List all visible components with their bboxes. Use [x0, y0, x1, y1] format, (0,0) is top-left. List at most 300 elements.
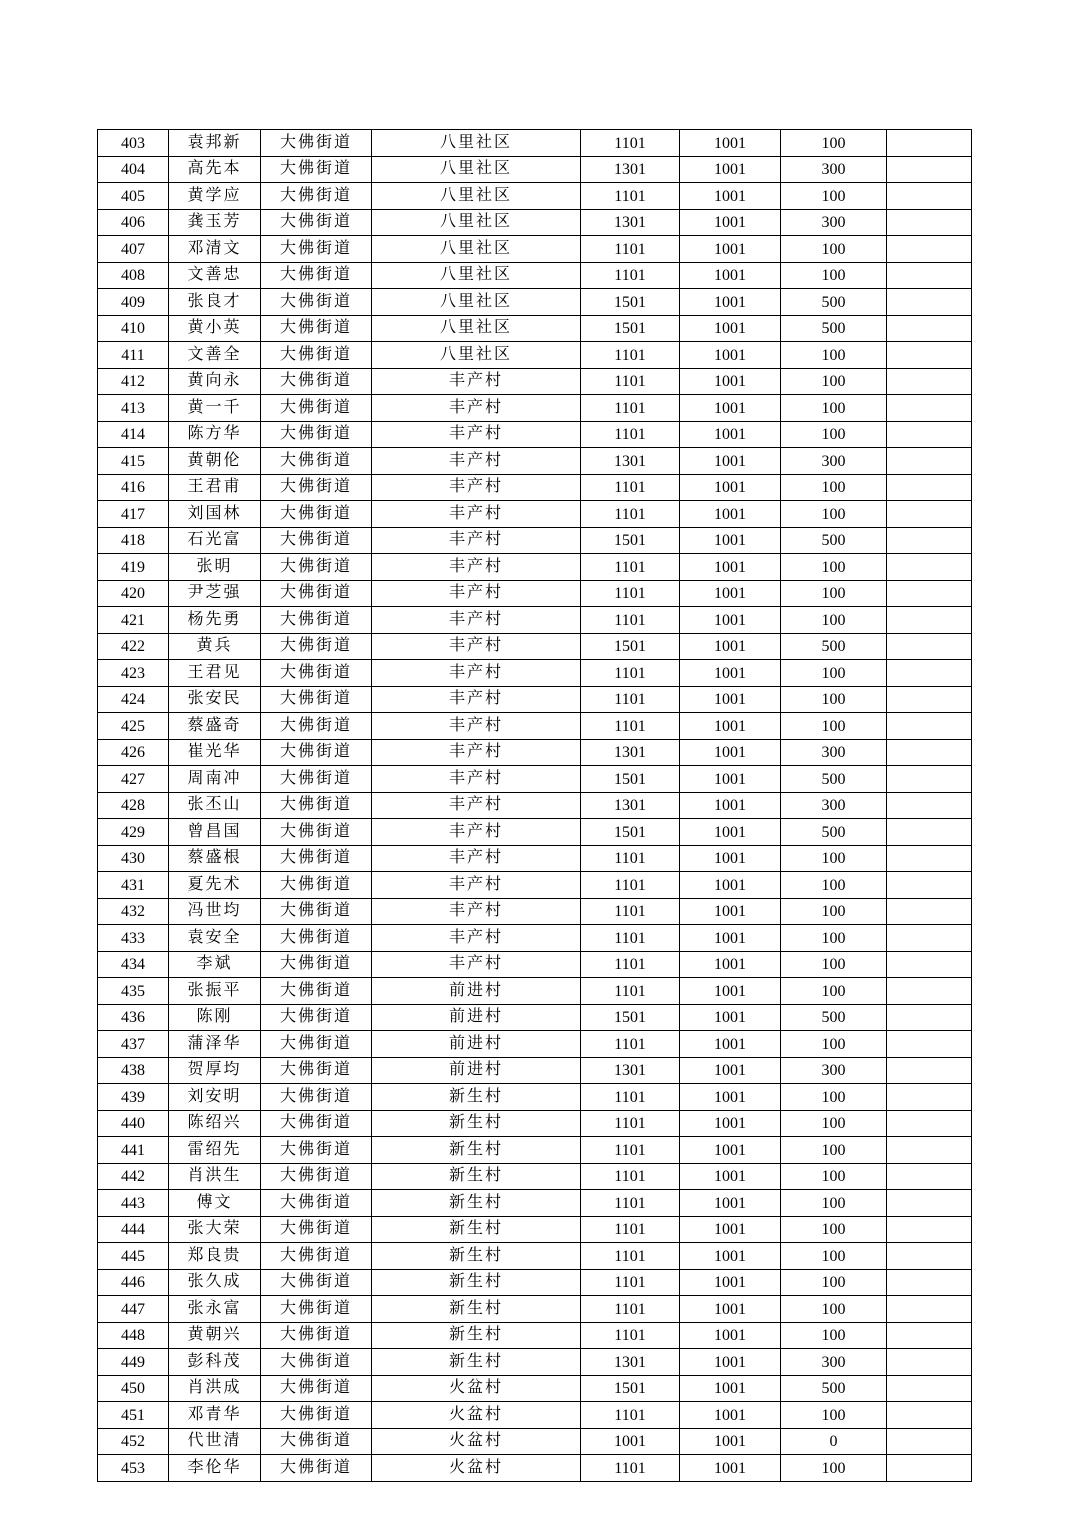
- remark-cell: [887, 183, 972, 210]
- name-cell: 邓清文: [169, 236, 261, 263]
- remark-cell: [887, 501, 972, 528]
- community-cell: 丰产村: [372, 792, 581, 819]
- table-row: [98, 1269, 972, 1296]
- row-number-cell: 436: [98, 1004, 169, 1031]
- code-b-cell: 1001: [680, 474, 781, 501]
- community-cell: 新生村: [372, 1084, 581, 1111]
- remark-cell: [887, 713, 972, 740]
- community-cell: 前进村: [372, 1031, 581, 1058]
- street-cell: 大佛街道: [261, 766, 372, 793]
- amount-cell: 500: [781, 527, 887, 554]
- amount-cell: 100: [781, 262, 887, 289]
- name-cell: 李斌: [169, 951, 261, 978]
- row-number-cell: 410: [98, 315, 169, 342]
- remark-cell: [887, 395, 972, 422]
- amount-cell: 500: [781, 289, 887, 316]
- table-row: [98, 1375, 972, 1402]
- code-a-cell: 1501: [581, 819, 680, 846]
- street-cell: 大佛街道: [261, 739, 372, 766]
- row-number-cell: 406: [98, 209, 169, 236]
- name-cell: 邓青华: [169, 1402, 261, 1429]
- street-cell: 大佛街道: [261, 156, 372, 183]
- street-cell: 大佛街道: [261, 713, 372, 740]
- street-cell: 大佛街道: [261, 1031, 372, 1058]
- table-row: [98, 501, 972, 528]
- row-number-cell: 438: [98, 1057, 169, 1084]
- code-b-cell: 1001: [680, 766, 781, 793]
- name-cell: 代世清: [169, 1428, 261, 1455]
- code-a-cell: 1101: [581, 236, 680, 263]
- table-row: [98, 183, 972, 210]
- name-cell: 蔡盛根: [169, 845, 261, 872]
- community-cell: 丰产村: [372, 845, 581, 872]
- name-cell: 张丕山: [169, 792, 261, 819]
- code-a-cell: 1101: [581, 925, 680, 952]
- name-cell: 刘国林: [169, 501, 261, 528]
- code-a-cell: 1301: [581, 448, 680, 475]
- code-a-cell: 1101: [581, 421, 680, 448]
- remark-cell: [887, 792, 972, 819]
- community-cell: 丰产村: [372, 554, 581, 581]
- street-cell: 大佛街道: [261, 1296, 372, 1323]
- code-b-cell: 1001: [680, 898, 781, 925]
- amount-cell: 100: [781, 580, 887, 607]
- table-row: [98, 1084, 972, 1111]
- remark-cell: [887, 872, 972, 899]
- table-row: [98, 474, 972, 501]
- table-row: [98, 739, 972, 766]
- street-cell: 大佛街道: [261, 527, 372, 554]
- name-cell: 肖洪成: [169, 1375, 261, 1402]
- community-cell: 丰产村: [372, 686, 581, 713]
- community-cell: 八里社区: [372, 262, 581, 289]
- street-cell: 大佛街道: [261, 1137, 372, 1164]
- code-a-cell: 1101: [581, 1322, 680, 1349]
- code-a-cell: 1101: [581, 872, 680, 899]
- code-a-cell: 1101: [581, 395, 680, 422]
- code-b-cell: 1001: [680, 792, 781, 819]
- table-row: [98, 633, 972, 660]
- community-cell: 丰产村: [372, 739, 581, 766]
- code-b-cell: 1001: [680, 978, 781, 1005]
- community-cell: 新生村: [372, 1349, 581, 1376]
- row-number-cell: 445: [98, 1243, 169, 1270]
- street-cell: 大佛街道: [261, 501, 372, 528]
- table-row: [98, 289, 972, 316]
- row-number-cell: 414: [98, 421, 169, 448]
- name-cell: 龚玉芳: [169, 209, 261, 236]
- remark-cell: [887, 1375, 972, 1402]
- street-cell: 大佛街道: [261, 395, 372, 422]
- code-a-cell: 1101: [581, 660, 680, 687]
- code-a-cell: 1101: [581, 1031, 680, 1058]
- amount-cell: 0: [781, 1428, 887, 1455]
- code-a-cell: 1501: [581, 289, 680, 316]
- code-b-cell: 1001: [680, 1322, 781, 1349]
- remark-cell: [887, 527, 972, 554]
- street-cell: 大佛街道: [261, 660, 372, 687]
- street-cell: 大佛街道: [261, 209, 372, 236]
- amount-cell: 500: [781, 819, 887, 846]
- street-cell: 大佛街道: [261, 925, 372, 952]
- community-cell: 丰产村: [372, 474, 581, 501]
- table-row: [98, 792, 972, 819]
- community-cell: 火盆村: [372, 1428, 581, 1455]
- code-b-cell: 1001: [680, 315, 781, 342]
- name-cell: 张久成: [169, 1269, 261, 1296]
- table-row: [98, 660, 972, 687]
- row-number-cell: 430: [98, 845, 169, 872]
- code-b-cell: 1001: [680, 607, 781, 634]
- code-a-cell: 1101: [581, 1269, 680, 1296]
- name-cell: 傅文: [169, 1190, 261, 1217]
- code-b-cell: 1001: [680, 580, 781, 607]
- row-number-cell: 434: [98, 951, 169, 978]
- remark-cell: [887, 925, 972, 952]
- amount-cell: 500: [781, 315, 887, 342]
- table-row: [98, 713, 972, 740]
- name-cell: 袁邦新: [169, 130, 261, 157]
- amount-cell: 100: [781, 554, 887, 581]
- code-a-cell: 1301: [581, 1057, 680, 1084]
- table-row: [98, 898, 972, 925]
- community-cell: 火盆村: [372, 1375, 581, 1402]
- row-number-cell: 453: [98, 1455, 169, 1482]
- row-number-cell: 413: [98, 395, 169, 422]
- code-b-cell: 1001: [680, 1216, 781, 1243]
- row-number-cell: 446: [98, 1269, 169, 1296]
- table-row: [98, 1216, 972, 1243]
- community-cell: 新生村: [372, 1296, 581, 1323]
- street-cell: 大佛街道: [261, 1190, 372, 1217]
- row-number-cell: 439: [98, 1084, 169, 1111]
- name-cell: 彭科茂: [169, 1349, 261, 1376]
- street-cell: 大佛街道: [261, 633, 372, 660]
- name-cell: 肖洪生: [169, 1163, 261, 1190]
- row-number-cell: 433: [98, 925, 169, 952]
- remark-cell: [887, 1428, 972, 1455]
- table-row: [98, 1296, 972, 1323]
- code-b-cell: 1001: [680, 421, 781, 448]
- name-cell: 黄朝兴: [169, 1322, 261, 1349]
- community-cell: 丰产村: [372, 766, 581, 793]
- amount-cell: 100: [781, 1322, 887, 1349]
- community-cell: 丰产村: [372, 368, 581, 395]
- code-a-cell: 1101: [581, 607, 680, 634]
- table-row: [98, 236, 972, 263]
- remark-cell: [887, 633, 972, 660]
- street-cell: 大佛街道: [261, 607, 372, 634]
- name-cell: 黄向永: [169, 368, 261, 395]
- street-cell: 大佛街道: [261, 130, 372, 157]
- row-number-cell: 418: [98, 527, 169, 554]
- community-cell: 火盆村: [372, 1402, 581, 1429]
- street-cell: 大佛街道: [261, 686, 372, 713]
- code-a-cell: 1101: [581, 262, 680, 289]
- community-cell: 八里社区: [372, 130, 581, 157]
- street-cell: 大佛街道: [261, 978, 372, 1005]
- name-cell: 杨先勇: [169, 607, 261, 634]
- remark-cell: [887, 978, 972, 1005]
- remark-cell: [887, 898, 972, 925]
- amount-cell: 100: [781, 607, 887, 634]
- name-cell: 黄学应: [169, 183, 261, 210]
- name-cell: 郑良贵: [169, 1243, 261, 1270]
- street-cell: 大佛街道: [261, 554, 372, 581]
- row-number-cell: 423: [98, 660, 169, 687]
- code-a-cell: 1101: [581, 130, 680, 157]
- remark-cell: [887, 1031, 972, 1058]
- code-a-cell: 1101: [581, 898, 680, 925]
- remark-cell: [887, 421, 972, 448]
- code-a-cell: 1101: [581, 1402, 680, 1429]
- name-cell: 李伦华: [169, 1455, 261, 1482]
- community-cell: 新生村: [372, 1216, 581, 1243]
- table-row: [98, 395, 972, 422]
- community-cell: 新生村: [372, 1137, 581, 1164]
- table-row: [98, 209, 972, 236]
- community-cell: 新生村: [372, 1322, 581, 1349]
- code-a-cell: 1301: [581, 1349, 680, 1376]
- code-b-cell: 1001: [680, 342, 781, 369]
- amount-cell: 100: [781, 236, 887, 263]
- table-row: [98, 130, 972, 157]
- street-cell: 大佛街道: [261, 236, 372, 263]
- street-cell: 大佛街道: [261, 342, 372, 369]
- street-cell: 大佛街道: [261, 1163, 372, 1190]
- code-b-cell: 1001: [680, 395, 781, 422]
- row-number-cell: 408: [98, 262, 169, 289]
- code-a-cell: 1101: [581, 580, 680, 607]
- row-number-cell: 442: [98, 1163, 169, 1190]
- name-cell: 刘安明: [169, 1084, 261, 1111]
- remark-cell: [887, 156, 972, 183]
- street-cell: 大佛街道: [261, 262, 372, 289]
- name-cell: 陈绍兴: [169, 1110, 261, 1137]
- table-row: [98, 1163, 972, 1190]
- street-cell: 大佛街道: [261, 1402, 372, 1429]
- name-cell: 黄一千: [169, 395, 261, 422]
- name-cell: 黄兵: [169, 633, 261, 660]
- row-number-cell: 440: [98, 1110, 169, 1137]
- amount-cell: 100: [781, 1402, 887, 1429]
- row-number-cell: 425: [98, 713, 169, 740]
- row-number-cell: 432: [98, 898, 169, 925]
- community-cell: 丰产村: [372, 819, 581, 846]
- row-number-cell: 405: [98, 183, 169, 210]
- amount-cell: 100: [781, 342, 887, 369]
- row-number-cell: 415: [98, 448, 169, 475]
- table-row: [98, 1322, 972, 1349]
- name-cell: 文善全: [169, 342, 261, 369]
- table-body: [98, 130, 972, 1482]
- amount-cell: 300: [781, 739, 887, 766]
- amount-cell: 100: [781, 713, 887, 740]
- table-row: [98, 1031, 972, 1058]
- amount-cell: 100: [781, 978, 887, 1005]
- name-cell: 雷绍先: [169, 1137, 261, 1164]
- street-cell: 大佛街道: [261, 1269, 372, 1296]
- remark-cell: [887, 1163, 972, 1190]
- code-b-cell: 1001: [680, 1137, 781, 1164]
- table-row: [98, 1057, 972, 1084]
- code-b-cell: 1001: [680, 1269, 781, 1296]
- row-number-cell: 437: [98, 1031, 169, 1058]
- amount-cell: 300: [781, 1057, 887, 1084]
- street-cell: 大佛街道: [261, 183, 372, 210]
- remark-cell: [887, 1322, 972, 1349]
- remark-cell: [887, 686, 972, 713]
- name-cell: 张大荣: [169, 1216, 261, 1243]
- amount-cell: 100: [781, 183, 887, 210]
- code-a-cell: 1101: [581, 951, 680, 978]
- name-cell: 黄朝伦: [169, 448, 261, 475]
- code-b-cell: 1001: [680, 1057, 781, 1084]
- street-cell: 大佛街道: [261, 1084, 372, 1111]
- remark-cell: [887, 368, 972, 395]
- table-row: [98, 1190, 972, 1217]
- name-cell: 周南冲: [169, 766, 261, 793]
- code-b-cell: 1001: [680, 554, 781, 581]
- row-number-cell: 427: [98, 766, 169, 793]
- name-cell: 文善忠: [169, 262, 261, 289]
- row-number-cell: 424: [98, 686, 169, 713]
- row-number-cell: 431: [98, 872, 169, 899]
- street-cell: 大佛街道: [261, 845, 372, 872]
- code-a-cell: 1101: [581, 1243, 680, 1270]
- amount-cell: 100: [781, 1216, 887, 1243]
- code-a-cell: 1101: [581, 978, 680, 1005]
- code-b-cell: 1001: [680, 1004, 781, 1031]
- street-cell: 大佛街道: [261, 951, 372, 978]
- code-b-cell: 1001: [680, 1031, 781, 1058]
- community-cell: 八里社区: [372, 183, 581, 210]
- remark-cell: [887, 1455, 972, 1482]
- table-row: [98, 978, 972, 1005]
- amount-cell: 100: [781, 474, 887, 501]
- amount-cell: 100: [781, 1031, 887, 1058]
- row-number-cell: 435: [98, 978, 169, 1005]
- code-b-cell: 1001: [680, 819, 781, 846]
- remark-cell: [887, 1296, 972, 1323]
- remark-cell: [887, 1190, 972, 1217]
- code-b-cell: 1001: [680, 1110, 781, 1137]
- code-a-cell: 1501: [581, 315, 680, 342]
- remark-cell: [887, 845, 972, 872]
- remark-cell: [887, 1110, 972, 1137]
- code-b-cell: 1001: [680, 501, 781, 528]
- row-number-cell: 449: [98, 1349, 169, 1376]
- amount-cell: 300: [781, 448, 887, 475]
- row-number-cell: 443: [98, 1190, 169, 1217]
- table-row: [98, 368, 972, 395]
- street-cell: 大佛街道: [261, 289, 372, 316]
- code-a-cell: 1101: [581, 686, 680, 713]
- code-b-cell: 1001: [680, 130, 781, 157]
- amount-cell: 100: [781, 130, 887, 157]
- code-b-cell: 1001: [680, 1349, 781, 1376]
- remark-cell: [887, 1269, 972, 1296]
- row-number-cell: 441: [98, 1137, 169, 1164]
- name-cell: 曾昌国: [169, 819, 261, 846]
- row-number-cell: 429: [98, 819, 169, 846]
- street-cell: 大佛街道: [261, 792, 372, 819]
- table-row: [98, 1243, 972, 1270]
- row-number-cell: 412: [98, 368, 169, 395]
- code-b-cell: 1001: [680, 1243, 781, 1270]
- code-b-cell: 1001: [680, 872, 781, 899]
- code-b-cell: 1001: [680, 845, 781, 872]
- amount-cell: 100: [781, 421, 887, 448]
- street-cell: 大佛街道: [261, 1455, 372, 1482]
- remark-cell: [887, 1243, 972, 1270]
- community-cell: 丰产村: [372, 713, 581, 740]
- street-cell: 大佛街道: [261, 315, 372, 342]
- table-row: [98, 951, 972, 978]
- code-b-cell: 1001: [680, 1084, 781, 1111]
- code-a-cell: 1301: [581, 739, 680, 766]
- amount-cell: 500: [781, 633, 887, 660]
- remark-cell: [887, 580, 972, 607]
- remark-cell: [887, 607, 972, 634]
- table-row: [98, 1004, 972, 1031]
- code-b-cell: 1001: [680, 739, 781, 766]
- street-cell: 大佛街道: [261, 421, 372, 448]
- name-cell: 蔡盛奇: [169, 713, 261, 740]
- street-cell: 大佛街道: [261, 819, 372, 846]
- table-row: [98, 262, 972, 289]
- code-b-cell: 1001: [680, 686, 781, 713]
- community-cell: 丰产村: [372, 448, 581, 475]
- code-a-cell: 1101: [581, 1110, 680, 1137]
- remark-cell: [887, 262, 972, 289]
- name-cell: 王君见: [169, 660, 261, 687]
- table-row: [98, 342, 972, 369]
- street-cell: 大佛街道: [261, 1322, 372, 1349]
- remark-cell: [887, 236, 972, 263]
- remark-cell: [887, 660, 972, 687]
- code-b-cell: 1001: [680, 448, 781, 475]
- table-row: [98, 686, 972, 713]
- code-b-cell: 1001: [680, 289, 781, 316]
- row-number-cell: 419: [98, 554, 169, 581]
- table-row: [98, 315, 972, 342]
- code-b-cell: 1001: [680, 527, 781, 554]
- street-cell: 大佛街道: [261, 1375, 372, 1402]
- community-cell: 丰产村: [372, 501, 581, 528]
- community-cell: 八里社区: [372, 289, 581, 316]
- code-a-cell: 1101: [581, 713, 680, 740]
- amount-cell: 100: [781, 1084, 887, 1111]
- community-cell: 丰产村: [372, 580, 581, 607]
- code-b-cell: 1001: [680, 1455, 781, 1482]
- remark-cell: [887, 130, 972, 157]
- row-number-cell: 417: [98, 501, 169, 528]
- remark-cell: [887, 342, 972, 369]
- code-a-cell: 1101: [581, 845, 680, 872]
- code-a-cell: 1101: [581, 1216, 680, 1243]
- row-number-cell: 447: [98, 1296, 169, 1323]
- code-a-cell: 1101: [581, 501, 680, 528]
- name-cell: 贺厚均: [169, 1057, 261, 1084]
- row-number-cell: 426: [98, 739, 169, 766]
- code-b-cell: 1001: [680, 1190, 781, 1217]
- name-cell: 高先本: [169, 156, 261, 183]
- code-b-cell: 1001: [680, 236, 781, 263]
- row-number-cell: 411: [98, 342, 169, 369]
- table-row: [98, 527, 972, 554]
- row-number-cell: 444: [98, 1216, 169, 1243]
